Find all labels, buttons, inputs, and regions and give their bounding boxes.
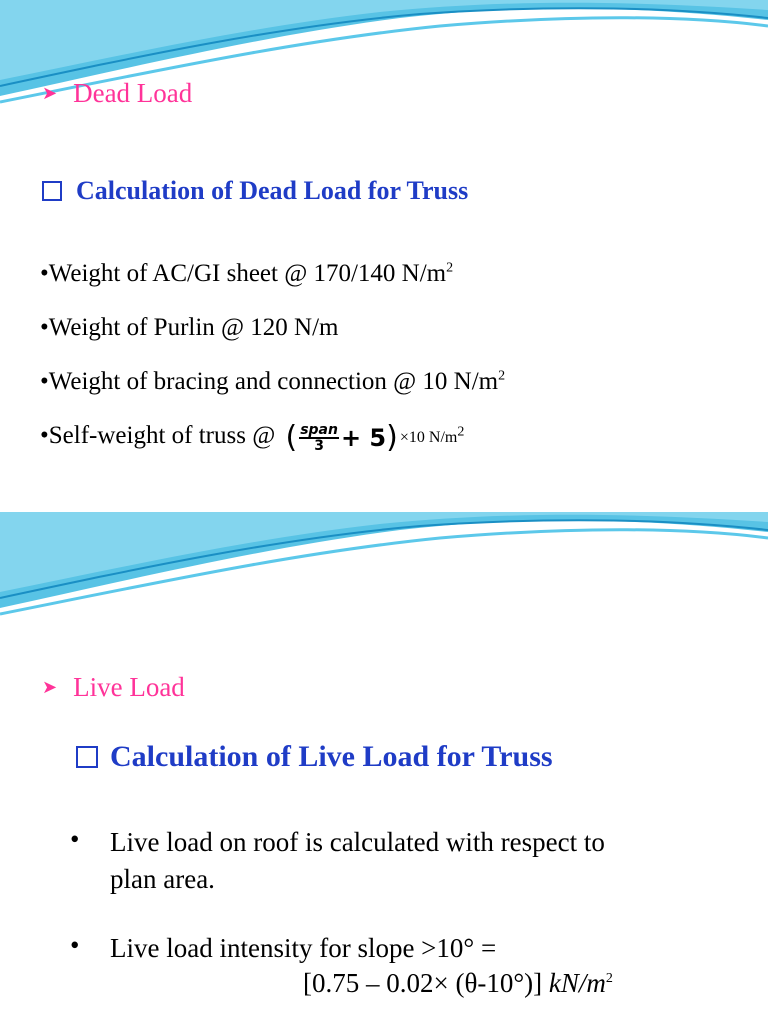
live-load-item-1-line-2: plan area.	[110, 864, 215, 894]
dead-load-item-3	[40, 368, 505, 396]
equation-text: [0.75 – 0.02× (θ-10°)]	[303, 968, 549, 998]
live-load-item-2-text: Live load intensity for slope >10° =	[110, 933, 497, 963]
dead-load-item-1-sup: 2	[446, 260, 454, 276]
dead-load-item-1	[40, 260, 453, 288]
header-wave-decoration	[0, 512, 768, 622]
dead-load-item-3-text: •Weight of bracing and connection @ 10 N/m	[40, 368, 499, 395]
arrow-bullet-icon: ➤	[42, 83, 58, 103]
live-load-title-text: Calculation of Live Load for Truss	[110, 740, 553, 773]
equation-unit: kN/m	[548, 968, 606, 998]
live-load-item-1-line-1: Live load on roof is calculated with respect to	[110, 827, 605, 857]
dead-load-item-2	[40, 314, 339, 342]
formula-denominator: 3	[314, 437, 324, 454]
self-weight-prefix: •Self-weight of truss @	[40, 422, 282, 450]
formula-tail	[399, 424, 465, 447]
dead-load-title	[42, 176, 468, 206]
dead-load-heading	[42, 78, 192, 109]
self-weight-formula: ( $\frac{\text{span}}{3}$ + 5 ) ×10 $N/m^2$	[285, 420, 465, 455]
dead-load-item-4	[40, 420, 464, 455]
formula-plus-five: + 5	[340, 423, 387, 452]
dead-load-title-text: Calculation of Dead Load for Truss	[76, 176, 469, 205]
checkbox-square-icon	[42, 181, 62, 201]
formula-numerator: span	[300, 421, 338, 438]
live-load-heading	[42, 672, 185, 703]
slide-live-load	[0, 512, 768, 1024]
live-load-title	[76, 740, 553, 774]
bullet-dot: •	[70, 930, 80, 960]
dead-load-item-3-sup: 2	[498, 368, 506, 384]
dead-load-item-2-text: •Weight of Purlin @ 120 N/m	[40, 314, 339, 341]
live-load-equation	[303, 968, 613, 999]
dead-load-item-1-text: •Weight of AC/GI sheet @ 170/140 N/m	[40, 260, 447, 287]
live-load-heading-text: Live Load	[73, 672, 185, 702]
formula-tail-text: ×10 N/m	[399, 428, 458, 446]
checkbox-square-icon	[76, 746, 98, 768]
equation-unit-sup: 2	[605, 971, 613, 986]
arrow-bullet-icon: ➤	[42, 677, 58, 697]
dead-load-heading-text: Dead Load	[73, 78, 193, 108]
formula-tail-sup: 2	[457, 424, 465, 440]
bullet-dot: •	[70, 824, 80, 854]
